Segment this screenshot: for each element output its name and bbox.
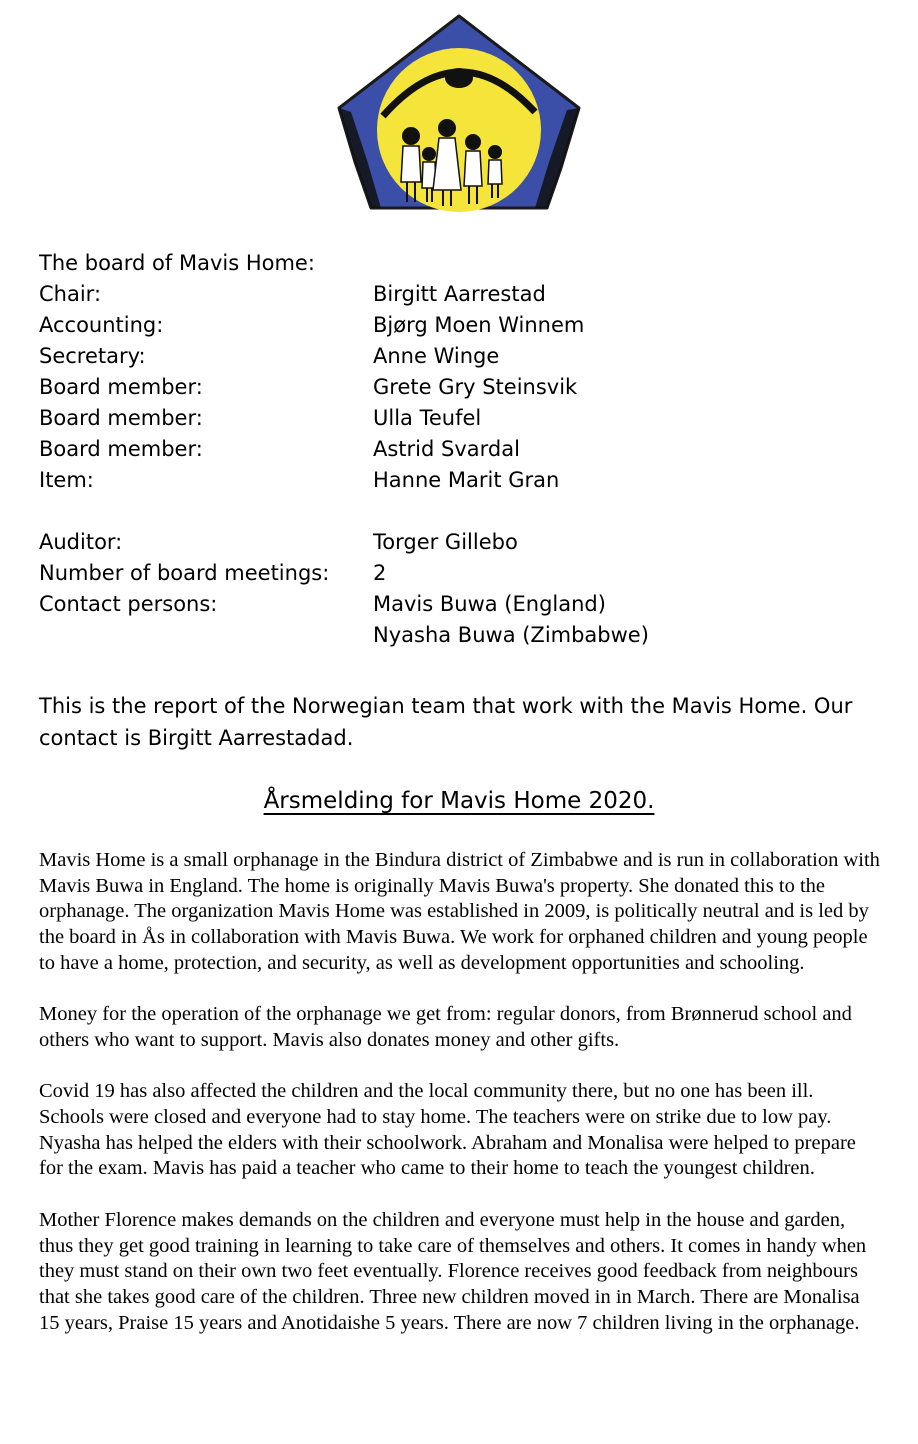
paragraph: Mother Florence makes demands on the children and everyone must help in the house and garden, thus they get good training in learning to take care of themselves and others. It comes in handy when they must stand on their own two feet eventually. Florence receives good feedback from neighbours that she takes good care of the children. Three new children moved in in March. There are Monalisa 15 years, Praise 15 years and Anotidaishe 5 years. There are now 7 children living in the orphanage. <box>39 1208 867 1334</box>
role-label: Accounting: <box>39 313 164 337</box>
member-name: Anne Winge <box>373 344 500 368</box>
mavis-home-logo <box>335 12 583 212</box>
board-row <box>39 279 899 310</box>
role-label: Board member: <box>39 406 203 430</box>
role-label: Board member: <box>39 437 203 461</box>
spacer <box>39 496 899 527</box>
member-name: Astrid Svardal <box>373 437 520 461</box>
role-label: Contact persons: <box>39 592 218 616</box>
board-row <box>39 341 899 372</box>
contacts-row-2 <box>39 620 899 651</box>
paragraph: Covid 19 has also affected the children and the local community there, but no one has been ill. Schools were closed and everyone had to stay home. The teachers were on strike due to low pay. Nyasha has helped the elders with their schoolwork. Abraham and Monalisa were helped to prepare for the exam. Mavis has paid a teacher who came to their home to teach the youngest children. <box>39 1080 856 1180</box>
member-name: Ulla Teufel <box>373 406 482 430</box>
board-section <box>39 248 899 651</box>
meetings-row <box>39 558 899 589</box>
role-label: Chair: <box>39 282 102 306</box>
report-body <box>39 848 881 1362</box>
board-row <box>39 434 899 465</box>
member-name: Torger Gillebo <box>373 530 518 554</box>
meetings-count: 2 <box>373 561 387 585</box>
report-heading <box>0 788 918 814</box>
board-row <box>39 403 899 434</box>
contact-name: Mavis Buwa (England) <box>373 592 606 616</box>
role-label: Item: <box>39 468 94 492</box>
contacts-row <box>39 589 899 620</box>
board-title <box>39 248 899 279</box>
member-name: Hanne Marit Gran <box>373 468 560 492</box>
role-label: Secretary: <box>39 344 146 368</box>
contact-name: Nyasha Buwa (Zimbabwe) <box>373 623 649 647</box>
board-row <box>39 465 899 496</box>
role-label: Number of board meetings: <box>39 561 330 585</box>
auditor-row <box>39 527 899 558</box>
board-title-text: The board of Mavis Home: <box>39 251 315 275</box>
paragraph: Money for the operation of the orphanage we get from: regular donors, from Brønnerud school and others who want to support. Mavis also donates money and other gifts. <box>39 1003 852 1051</box>
role-label: Board member: <box>39 375 203 399</box>
paragraph: Mavis Home is a small orphanage in the Bindura district of Zimbabwe and is run in collaboration with Mavis Buwa in England. The home is originally Mavis Buwa's property. She donated this to the orphanage. The organization Mavis Home was established in 2009, is politically neutral and is led by the board in Ås in collaboration with Mavis Buwa. We work for orphaned children and young people to have a home, protection, and security, as well as development opportunities and schooling. <box>39 849 880 974</box>
board-row <box>39 310 899 341</box>
role-label: Auditor: <box>39 530 123 554</box>
report-heading-text: Årsmelding for Mavis Home 2020. <box>263 788 655 814</box>
board-row <box>39 372 899 403</box>
member-name: Grete Gry Steinsvik <box>373 375 578 399</box>
member-name: Bjørg Moen Winnem <box>373 313 585 337</box>
intro-paragraph: This is the report of the Norwegian team that work with the Mavis Home. Our contact is Birgitt Aarrestadad. <box>39 694 853 750</box>
member-name: Birgitt Aarrestad <box>373 282 546 306</box>
empty-label <box>39 620 373 651</box>
